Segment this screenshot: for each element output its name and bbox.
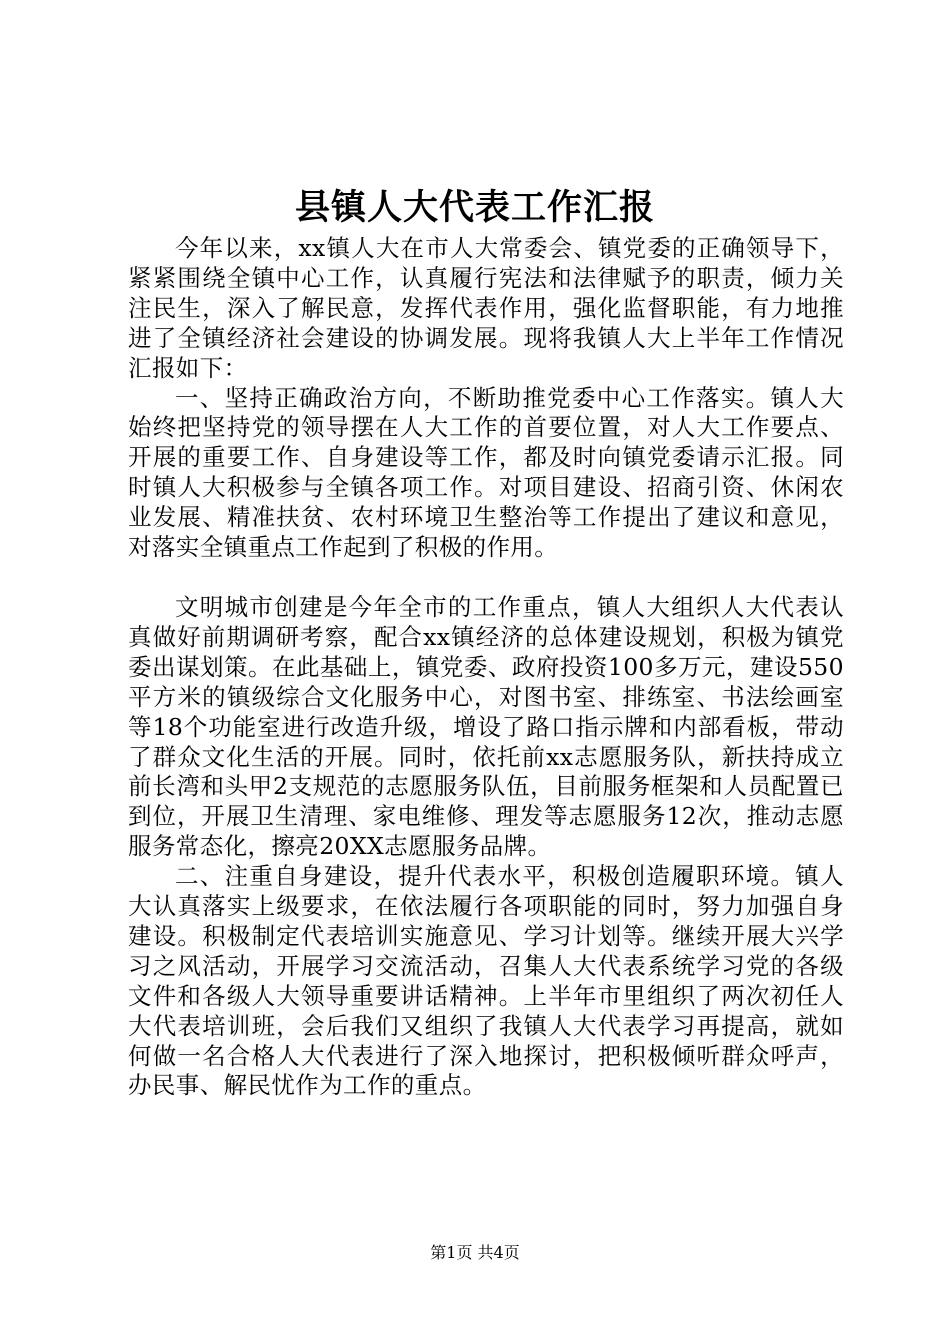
document-title: 县镇人大代表工作汇报 — [294, 187, 655, 228]
paragraph-section-two: 二、注重自身建设，提升代表水平，积极创造履职环境。镇人大认真落实上级要求，在依法履行各项职能的同时，努力加强自身建设。积极制定代表培训实施意见、学习计划等。继续开展大兴学习之风活动，开展学习交流活动，召集人大代表系统学习党的各级文件和各级人大领导重要讲话精神。上半年市里组织了两次初任人大代表培训班，会后我们又组织了我镇人大代表学习再提高，就如何做一名合格人大代表进行了深入地探讨，把积极倾听群众呼声，办民事、解民忧作为工作的重点。 — [128, 862, 844, 1100]
paragraph-section-one: 一、坚持正确政治方向，不断助推党委中心工作落实。镇人大始终把坚持党的领导摆在人大工作的首要位置，对人大工作要点、开展的重要工作、自身建设等工作，都及时向镇党委请示汇报。同时镇人大积极参与全镇各项工作。对项目建设、招商引资、休闲农业发展、精准扶贫、农村环境卫生整治等工作提出了建议和意见，对落实全镇重点工作起到了积极的作用。 — [128, 383, 844, 562]
paragraph-intro: 今年以来，xx镇人大在市人大常委会、镇党委的正确领导下，紧紧围绕全镇中心工作，认真履行宪法和法律赋予的职责，倾力关注民生，深入了解民意，发挥代表作用，强化监督职能，有力地推进了全镇经济社会建设的协调发展。现将我镇人大上半年工作情况汇报如下： — [128, 234, 844, 382]
paragraph-civilized-city: 文明城市创建是今年全市的工作重点，镇人大组织人大代表认真做好前期调研考察，配合xx镇经济的总体建设规划，积极为镇党委出谋划策。在此基础上，镇党委、政府投资100多万元，建设550平方米的镇级综合文化服务中心，对图书室、排练室、书法绘画室等18个功能室进行改造升级，增设了路口指示牌和内部看板，带动了群众文化生活的开展。同时，依托前xx志愿服务队，新扶持成立前长湾和头甲2支规范的志愿服务队伍，目前服务框架和人员配置已到位，开展卫生清理、家电维修、理发等志愿服务12次，推动志愿服务常态化，擦亮20XX志愿服务品牌。 — [128, 592, 844, 861]
page-number-footer: 第1页 共4页 — [430, 1243, 520, 1262]
document-body — [128, 234, 844, 1101]
